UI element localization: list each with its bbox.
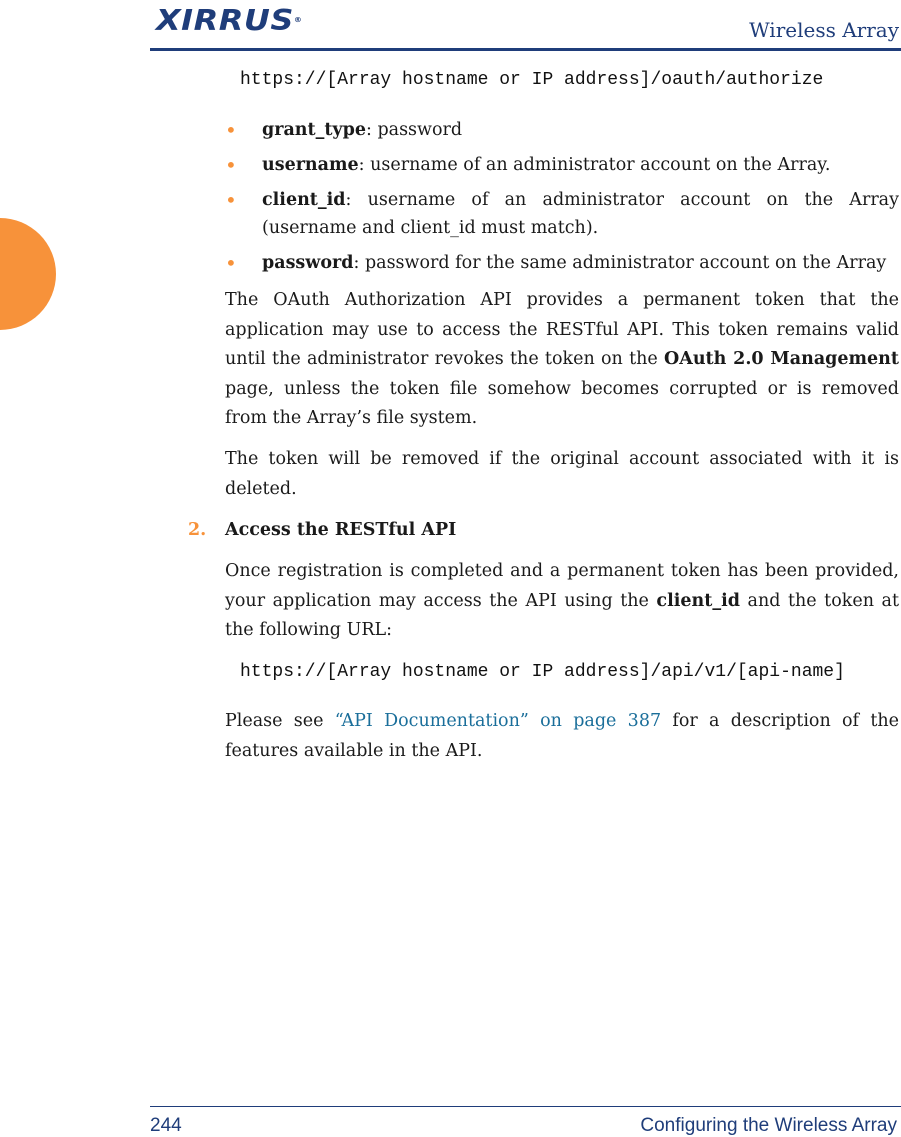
list-item [225, 151, 899, 179]
bullet-icon: • [225, 251, 237, 275]
logo-text: XIRRUS [156, 3, 294, 38]
api-url-code: https://[Array hostname or IP address]/api/v1/[api-name] [240, 662, 845, 682]
param-desc: : password for the same administrator account on the Array [353, 253, 887, 273]
auth-url-code: https://[Array hostname or IP address]/oauth/authorize [240, 70, 824, 90]
api-documentation-link[interactable]: “API Documentation” on page 387 [334, 711, 662, 731]
param-desc: : username of an administrator account on the Array (username and client_id must match). [262, 190, 899, 238]
header-title: Wireless Array [749, 18, 899, 42]
param-term: password [262, 253, 354, 273]
para-text: Please see [225, 711, 335, 731]
logo-registered-mark: ® [293, 15, 303, 24]
token-removal-paragraph: The token will be removed if the original account associated with it is deleted. [225, 449, 899, 499]
para-text: The OAuth Authorization API provides a permanent token that the application may use to access the RESTful API. This token remains valid until the administrator revokes the token on the [225, 290, 899, 369]
footer-rule [150, 1106, 901, 1107]
token-paragraph [225, 286, 899, 434]
step-title: Access the RESTful API [225, 520, 457, 540]
bullet-icon: • [225, 153, 237, 177]
chapter-tab-marker [0, 218, 56, 330]
client-id-term: client_id [656, 590, 740, 611]
parameter-list [225, 116, 899, 284]
param-term: client_id [262, 190, 346, 210]
param-term: username [262, 155, 359, 175]
list-item [225, 186, 899, 242]
access-paragraph [225, 557, 899, 646]
footer-title: Configuring the Wireless Array [640, 1115, 897, 1136]
header-rule [150, 48, 901, 51]
param-desc: : password [365, 120, 463, 140]
para-text: for a description of the features available in the API. [225, 711, 899, 761]
bullet-icon: • [225, 118, 237, 142]
para-text: page, unless the token file somehow becomes corrupted or is removed from the Array’s file system. [225, 378, 899, 428]
param-desc: : username of an administrator account on the Array. [358, 155, 831, 175]
para-text: Once registration is completed and a permanent token has been provided, your application may access the API using the [225, 561, 899, 611]
para-text: and the token at the following URL: [225, 590, 899, 640]
list-item [225, 249, 899, 277]
bullet-icon: • [225, 188, 237, 212]
documentation-paragraph [225, 707, 899, 766]
step-number: 2. [188, 520, 207, 540]
page-number: 244 [150, 1115, 182, 1136]
list-item [225, 116, 899, 144]
page-name: OAuth 2.0 Management [664, 349, 899, 369]
xirrus-logo [156, 4, 302, 36]
param-term: grant_type [262, 120, 366, 140]
